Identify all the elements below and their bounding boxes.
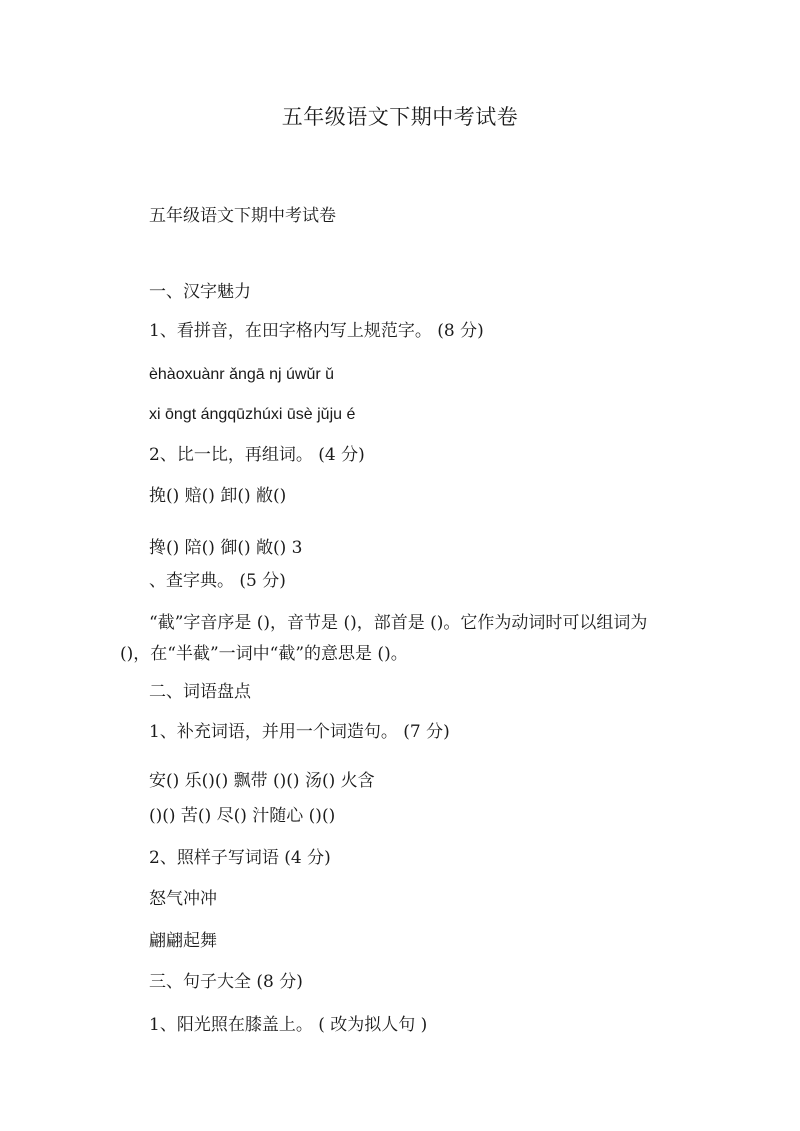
question-1-1: 1、看拼音，在田字格内写上规范字。 (8 分) [149,321,484,341]
idiom-row-1: 安() 乐()() 飘带 ()() 汤() 火含 [149,771,375,791]
question-3-1: 1、阳光照在膝盖上。 ( 改为拟人句 ) [149,1015,428,1035]
dictionary-paragraph: “截”字音序是 ()，音节是 ()，部首是 ()。它作为动词时可以组词为 ()，在“半截”一词中“截”的意思是 ()。 [120,613,648,664]
question-2-1: 1、补充词语，并用一个词造句。 (7 分) [149,722,450,742]
question-1-3: 、查字典。 (5 分) [149,571,286,591]
question-1-2: 2、比一比，再组词。 (4 分) [149,445,365,465]
pinyin-line-2: xi ōngt ángqūzhúxi ūsè jǔju é [149,406,356,423]
compare-row-2: 搀() 陪() 御() 敞() 3 [149,538,303,558]
question-2-2: 2、照样子写词语 (4 分) [149,848,331,868]
section-heading-hanzi: 一、汉字魅力 [149,282,251,302]
example-word-2: 翩翩起舞 [149,931,217,951]
section-heading-juzi: 三、句子大全 (8 分) [149,972,303,992]
document-title: 五年级语文下期中考试卷 [281,105,519,129]
compare-row-1: 挽() 赔() 卸() 敝() [149,486,287,506]
pinyin-line-1: èhàoxuànr ǎngā nj úwǔr ǔ [149,366,335,383]
section-heading-ciyu: 二、词语盘点 [149,682,251,702]
example-word-1: 怒气冲冲 [149,889,217,909]
idiom-row-2: ()() 苦() 尽() 汁随心 ()() [149,806,336,826]
document-subtitle: 五年级语文下期中考试卷 [149,206,336,226]
